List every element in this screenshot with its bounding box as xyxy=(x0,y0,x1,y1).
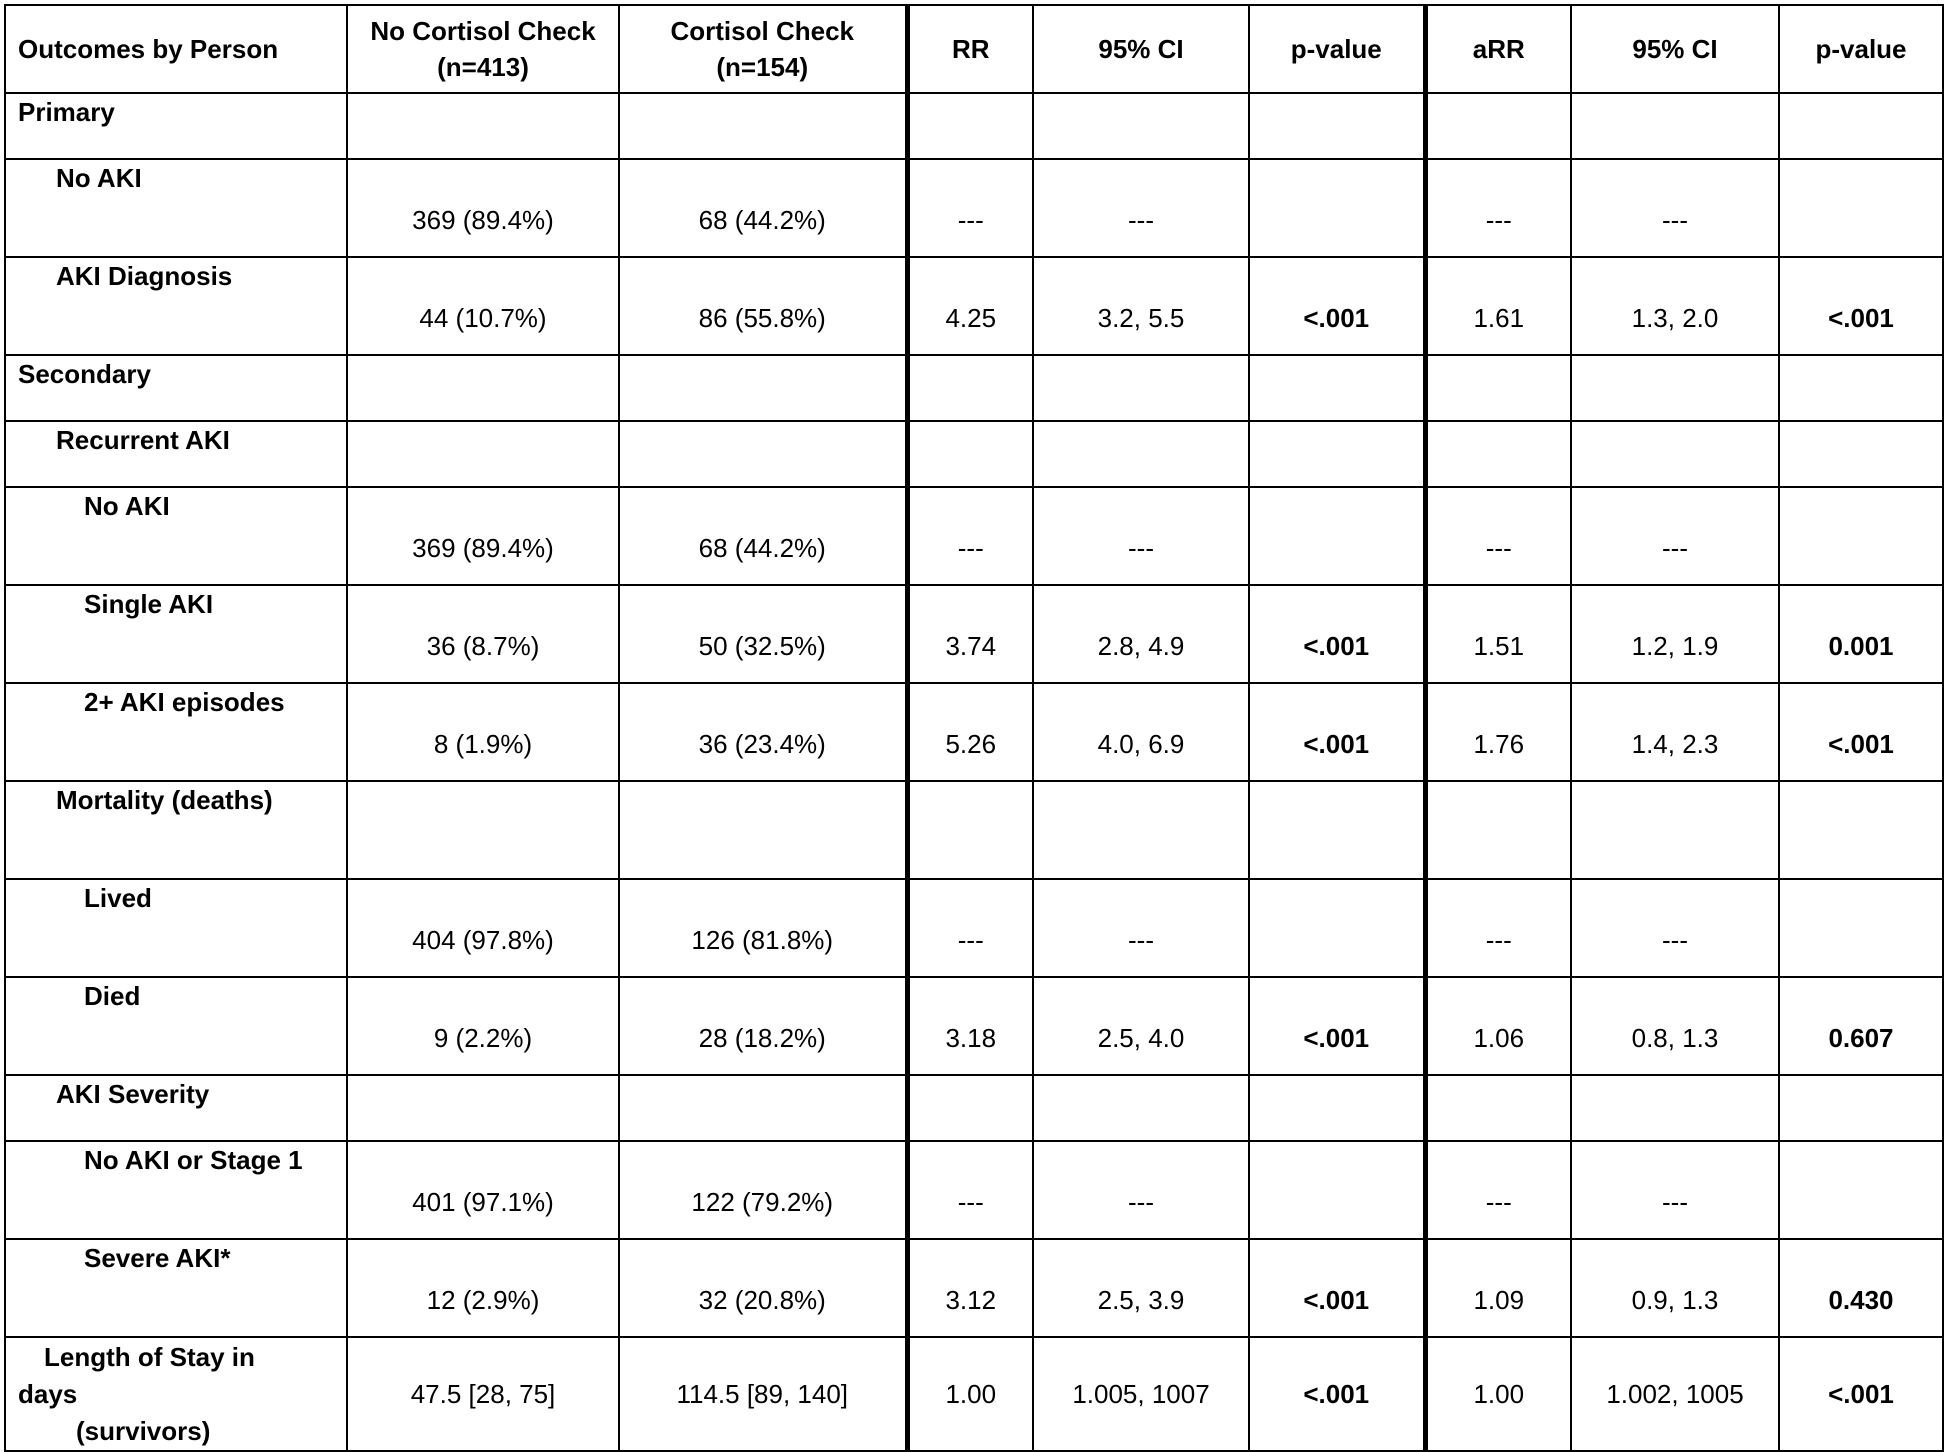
table-body xyxy=(5,93,1943,1337)
cell-arr: --- xyxy=(1425,159,1571,257)
table-row xyxy=(5,977,1943,1075)
cell-arr: 1.61 xyxy=(1425,257,1571,355)
cell-rr: --- xyxy=(907,487,1033,585)
cell-no-cortisol: 36 (8.7%) xyxy=(347,585,619,683)
cell-aci xyxy=(1571,93,1779,159)
cell-p xyxy=(1249,1075,1425,1141)
row-label: AKI Severity xyxy=(5,1075,347,1141)
cell-aci: --- xyxy=(1571,487,1779,585)
row-label: No AKI xyxy=(5,159,347,257)
cell-no-cortisol: 369 (89.4%) xyxy=(347,487,619,585)
cell-ap xyxy=(1779,879,1943,977)
table-row xyxy=(5,1141,1943,1239)
cell-no-cortisol: 9 (2.2%) xyxy=(347,977,619,1075)
cell-ci: 3.2, 5.5 xyxy=(1033,257,1249,355)
cell-ap: 0.607 xyxy=(1779,977,1943,1075)
table-row xyxy=(5,879,1943,977)
cell-rr: 5.26 xyxy=(907,683,1033,781)
cell-aci: --- xyxy=(1571,159,1779,257)
row-label: Died xyxy=(5,977,347,1075)
cell-ci: 2.5, 3.9 xyxy=(1033,1239,1249,1337)
cell-rr xyxy=(907,421,1033,487)
cell-cortisol: 122 (79.2%) xyxy=(619,1141,907,1239)
cell-cortisol: 32 (20.8%) xyxy=(619,1239,907,1337)
row-label: Lived xyxy=(5,879,347,977)
cell-aci xyxy=(1571,1075,1779,1141)
cell-arr xyxy=(1425,781,1571,879)
section-row xyxy=(5,1075,1943,1141)
cell-arr xyxy=(1425,355,1571,421)
cell-ap: <.001 xyxy=(1779,257,1943,355)
cell-ap: 0.001 xyxy=(1779,585,1943,683)
cell-p: <.001 xyxy=(1249,1239,1425,1337)
cell-aci: 0.8, 1.3 xyxy=(1571,977,1779,1075)
cell-aci: 1.002, 1005 xyxy=(1571,1337,1779,1451)
cell-aci: 1.3, 2.0 xyxy=(1571,257,1779,355)
cell-aci xyxy=(1571,355,1779,421)
cell-cortisol: 114.5 [89, 140] xyxy=(619,1337,907,1451)
cell-p: <.001 xyxy=(1249,585,1425,683)
cell-ci: 1.005, 1007 xyxy=(1033,1337,1249,1451)
row-label: Primary xyxy=(5,93,347,159)
cell-cortisol: 68 (44.2%) xyxy=(619,159,907,257)
row-label: 2+ AKI episodes xyxy=(5,683,347,781)
cell-ci xyxy=(1033,1075,1249,1141)
table-row xyxy=(5,487,1943,585)
cell-ap xyxy=(1779,1141,1943,1239)
cell-rr: --- xyxy=(907,879,1033,977)
cell-no-cortisol xyxy=(347,1075,619,1141)
table-row-length-of-stay xyxy=(5,1337,1943,1451)
cell-ci: --- xyxy=(1033,159,1249,257)
cell-no-cortisol: 369 (89.4%) xyxy=(347,159,619,257)
header-arr: aRR xyxy=(1425,5,1571,93)
cell-arr: 1.76 xyxy=(1425,683,1571,781)
cell-cortisol xyxy=(619,355,907,421)
header-cortisol-title: Cortisol Check xyxy=(670,16,854,46)
table-row xyxy=(5,257,1943,355)
section-row xyxy=(5,781,1943,879)
cell-cortisol: 50 (32.5%) xyxy=(619,585,907,683)
header-cortisol xyxy=(619,5,907,93)
header-cortisol-n: (n=154) xyxy=(716,52,809,82)
cell-arr: 1.00 xyxy=(1425,1337,1571,1451)
cell-rr: 3.74 xyxy=(907,585,1033,683)
cell-rr xyxy=(907,93,1033,159)
cell-ci xyxy=(1033,93,1249,159)
row-label xyxy=(5,1337,347,1451)
cell-rr: 4.25 xyxy=(907,257,1033,355)
cell-rr: 3.18 xyxy=(907,977,1033,1075)
cell-ap: <.001 xyxy=(1779,683,1943,781)
cell-arr: 1.09 xyxy=(1425,1239,1571,1337)
cell-ci: --- xyxy=(1033,1141,1249,1239)
cell-rr: --- xyxy=(907,159,1033,257)
row-label: Secondary xyxy=(5,355,347,421)
table-row xyxy=(5,683,1943,781)
cell-aci xyxy=(1571,421,1779,487)
cell-p: <.001 xyxy=(1249,977,1425,1075)
cell-rr xyxy=(907,781,1033,879)
cell-aci: 0.9, 1.3 xyxy=(1571,1239,1779,1337)
cell-cortisol xyxy=(619,1075,907,1141)
cell-ap xyxy=(1779,93,1943,159)
cell-no-cortisol xyxy=(347,781,619,879)
row-label: No AKI xyxy=(5,487,347,585)
table-row xyxy=(5,585,1943,683)
cell-ci: 2.5, 4.0 xyxy=(1033,977,1249,1075)
cell-p: <.001 xyxy=(1249,257,1425,355)
cell-p xyxy=(1249,421,1425,487)
cell-ci xyxy=(1033,355,1249,421)
cell-p xyxy=(1249,781,1425,879)
cell-ap: 0.430 xyxy=(1779,1239,1943,1337)
cell-arr xyxy=(1425,1075,1571,1141)
cell-p xyxy=(1249,93,1425,159)
cell-p xyxy=(1249,487,1425,585)
los-label-line3: (survivors) xyxy=(76,1415,211,1446)
los-label-line2: days xyxy=(18,1378,78,1409)
cell-cortisol: 36 (23.4%) xyxy=(619,683,907,781)
cell-p: <.001 xyxy=(1249,683,1425,781)
cell-p xyxy=(1249,1141,1425,1239)
cell-p xyxy=(1249,159,1425,257)
row-label: No AKI or Stage 1 xyxy=(5,1141,347,1239)
cell-rr: 3.12 xyxy=(907,1239,1033,1337)
cell-arr: --- xyxy=(1425,1141,1571,1239)
cell-arr xyxy=(1425,421,1571,487)
cell-no-cortisol xyxy=(347,421,619,487)
cell-aci: --- xyxy=(1571,879,1779,977)
cell-ci xyxy=(1033,781,1249,879)
cell-no-cortisol: 8 (1.9%) xyxy=(347,683,619,781)
los-label-line1: Length of Stay in xyxy=(44,1341,255,1372)
header-outcomes: Outcomes by Person xyxy=(5,5,347,93)
cell-rr: --- xyxy=(907,1141,1033,1239)
cell-aci xyxy=(1571,781,1779,879)
cell-no-cortisol: 404 (97.8%) xyxy=(347,879,619,977)
section-row xyxy=(5,355,1943,421)
section-row xyxy=(5,93,1943,159)
cell-arr: 1.06 xyxy=(1425,977,1571,1075)
cell-p: <.001 xyxy=(1249,1337,1425,1451)
section-row xyxy=(5,421,1943,487)
row-label: Recurrent AKI xyxy=(5,421,347,487)
cell-p xyxy=(1249,355,1425,421)
cell-arr xyxy=(1425,93,1571,159)
cell-no-cortisol: 401 (97.1%) xyxy=(347,1141,619,1239)
cell-ap xyxy=(1779,421,1943,487)
table-header-row xyxy=(5,5,1943,93)
row-label: Single AKI xyxy=(5,585,347,683)
cell-no-cortisol xyxy=(347,93,619,159)
cell-aci: 1.4, 2.3 xyxy=(1571,683,1779,781)
cell-no-cortisol: 44 (10.7%) xyxy=(347,257,619,355)
header-no-cortisol xyxy=(347,5,619,93)
outcomes-table-container xyxy=(4,4,1944,1452)
cell-cortisol: 86 (55.8%) xyxy=(619,257,907,355)
cell-cortisol xyxy=(619,93,907,159)
row-label: Severe AKI* xyxy=(5,1239,347,1337)
cell-arr: --- xyxy=(1425,879,1571,977)
header-aci: 95% CI xyxy=(1571,5,1779,93)
cell-cortisol: 68 (44.2%) xyxy=(619,487,907,585)
cell-no-cortisol xyxy=(347,355,619,421)
header-ci: 95% CI xyxy=(1033,5,1249,93)
cell-ap xyxy=(1779,159,1943,257)
row-label: AKI Diagnosis xyxy=(5,257,347,355)
cell-rr: 1.00 xyxy=(907,1337,1033,1451)
header-no-cortisol-title: No Cortisol Check xyxy=(370,16,596,46)
outcomes-table xyxy=(4,4,1944,1452)
header-rr: RR xyxy=(907,5,1033,93)
cell-cortisol xyxy=(619,781,907,879)
cell-ap xyxy=(1779,781,1943,879)
cell-ap xyxy=(1779,355,1943,421)
cell-cortisol: 126 (81.8%) xyxy=(619,879,907,977)
row-label: Mortality (deaths) xyxy=(5,781,347,879)
cell-aci: 1.2, 1.9 xyxy=(1571,585,1779,683)
cell-rr xyxy=(907,355,1033,421)
table-row xyxy=(5,159,1943,257)
cell-cortisol: 28 (18.2%) xyxy=(619,977,907,1075)
cell-aci: --- xyxy=(1571,1141,1779,1239)
cell-arr: 1.51 xyxy=(1425,585,1571,683)
cell-p xyxy=(1249,879,1425,977)
cell-ci: --- xyxy=(1033,879,1249,977)
cell-ci: 2.8, 4.9 xyxy=(1033,585,1249,683)
cell-rr xyxy=(907,1075,1033,1141)
cell-arr: --- xyxy=(1425,487,1571,585)
table-row xyxy=(5,1239,1943,1337)
cell-ci xyxy=(1033,421,1249,487)
cell-no-cortisol: 47.5 [28, 75] xyxy=(347,1337,619,1451)
cell-ci: 4.0, 6.9 xyxy=(1033,683,1249,781)
cell-no-cortisol: 12 (2.9%) xyxy=(347,1239,619,1337)
cell-ap xyxy=(1779,487,1943,585)
cell-ap xyxy=(1779,1075,1943,1141)
header-no-cortisol-n: (n=413) xyxy=(437,52,529,82)
cell-cortisol xyxy=(619,421,907,487)
cell-ap: <.001 xyxy=(1779,1337,1943,1451)
header-p: p-value xyxy=(1249,5,1425,93)
cell-ci: --- xyxy=(1033,487,1249,585)
header-ap: p-value xyxy=(1779,5,1943,93)
